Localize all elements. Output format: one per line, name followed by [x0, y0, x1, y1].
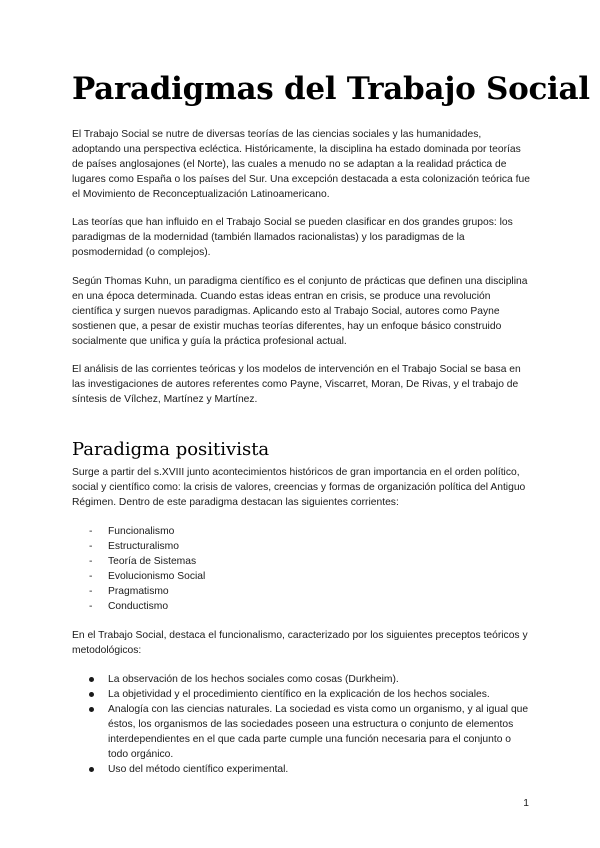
dash-marker: -	[89, 526, 93, 537]
bullet-icon	[89, 692, 94, 697]
dash-marker: -	[89, 601, 93, 612]
section-paragraph-1: Surge a partir del s.XVIII junto acontecimientos históricos de gran importancia en el orden político, social y científico como: la crisis de valores, creencias y formas de organización política del Antiguo Régimen. Dentro de este paradigma destacan las siguientes corrientes:	[72, 467, 526, 508]
list-item: Uso del método científico experimental.	[72, 762, 532, 777]
bullet-icon	[89, 707, 94, 712]
intro-paragraph-4: El análisis de las corrientes teóricas y los modelos de intervención en el Trabajo Social se basa en las investigaciones de autores referentes como Payne, Viscarret, Moran, De Rivas, y el trabajo de síntesis de Vílchez, Martínez y Martínez.	[72, 364, 521, 405]
intro-paragraph-1: El Trabajo Social se nutre de diversas teorías de las ciencias sociales y las humanidades, adoptando una perspectiva ecléctica. Históricamente, la disciplina ha estado dominada por teorías de países anglosajones (el Norte), las cuales a menudo no se adaptan a la realidad práctica de lugares como España o los países del Sur. Una excepción destacada a esta colonización teórica fue el Movimiento de Reconceptualización Latinoamericano.	[72, 129, 530, 200]
dash-marker: -	[89, 541, 93, 552]
page-title: Paradigmas del Trabajo Social	[72, 71, 590, 107]
list-item: - Pragmatismo	[89, 586, 169, 597]
list-item: La observación de los hechos sociales como cosas (Durkheim).	[72, 672, 532, 687]
list-item: Analogía con las ciencias naturales. La sociedad es vista como un organismo, y al igual que éstos, los organismos de las sociedades poseen una estructura o conjunto de elementos interdependientes en el que cada parte cumple una función necesaria para el conjunto o todo orgánico.	[72, 702, 532, 762]
page-number: 1	[523, 798, 529, 809]
list-item: La objetividad y el procedimiento científico en la explicación de los hechos sociales.	[72, 687, 532, 702]
intro-paragraph-3: Según Thomas Kuhn, un paradigma científico es el conjunto de prácticas que definen una disciplina en una época determinada. Cuando estas ideas entran en crisis, se produce una revolución científica y surgen nuevos paradigmas. Aplicando esto al Trabajo Social, autores como Payne sostienen que, a pesar de existir muchas teorías diferentes, hay un enfoque básico construido socialmente que unifica y guía la práctica profesional actual.	[72, 276, 528, 347]
bullet-icon	[89, 677, 94, 682]
list-item: - Conductismo	[89, 601, 169, 612]
section-paragraph-2: En el Trabajo Social, destaca el funcionalismo, caracterizado por los siguientes preceptos teóricos y metodológicos:	[72, 630, 528, 656]
list-item: - Funcionalismo	[89, 526, 175, 537]
dash-marker: -	[89, 571, 93, 582]
list-item: - Estructuralismo	[89, 541, 179, 552]
intro-paragraph-2: Las teorías que han influido en el Trabajo Social se pueden clasificar en dos grandes grupos: los paradigmas de la modernidad (también llamados racionalistas) y los paradigmas de la posmodernidad (o complejos).	[72, 217, 513, 258]
currents-list	[72, 524, 205, 614]
section-heading: Paradigma positivista	[72, 439, 270, 460]
precepts-list	[72, 672, 532, 777]
dash-marker: -	[89, 556, 93, 567]
list-item: - Evolucionismo Social	[89, 571, 206, 582]
list-item: - Teoría de Sistemas	[89, 556, 197, 567]
dash-marker: -	[89, 586, 93, 597]
bullet-icon	[89, 767, 94, 772]
